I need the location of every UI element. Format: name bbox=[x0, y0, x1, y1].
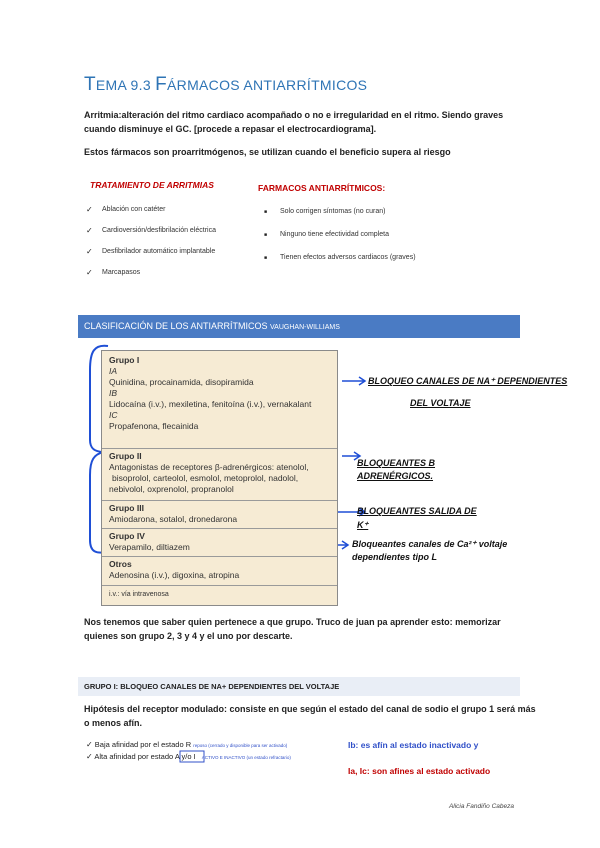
hypothesis-line-1: Hipótesis del receptor modulado: consiste en que según el estado del canal de sodio el grupo 1 será más bbox=[84, 704, 536, 714]
group-2-line: nebivolol, oxprenolol, propranolol bbox=[109, 484, 234, 494]
author-footer: Alicia Fandiño Cabeza bbox=[448, 803, 514, 810]
memo-line-1: Nos tenemos que saber quien pertenece a que grupo. Truco de juan pa aprender esto: memorizar bbox=[84, 617, 501, 627]
ic-drugs: Propafenona, flecainida bbox=[109, 421, 199, 431]
otros-row bbox=[102, 559, 337, 586]
subgroup-ic: IC bbox=[109, 410, 118, 420]
annotation-group-2: BLOQUEANTES B bbox=[357, 458, 436, 468]
group-1-row bbox=[102, 355, 337, 449]
annotation-group-1: BLOQUEO CANALES DE NA⁺ DEPENDIENTES bbox=[368, 376, 568, 386]
list-item: ✓ Cardioversión/desfibrilación eléctrica bbox=[86, 226, 216, 247]
otros-line: Adenosina (i.v.), digoxina, atropina bbox=[109, 570, 240, 580]
ib-drugs: Lidocaína (i.v.), mexiletina, fenitoína (i.v.), vernakalant bbox=[109, 399, 312, 409]
group-2-title: Grupo II bbox=[109, 451, 142, 461]
intro-line-3: Estos fármacos son proarritmógenos, se utilizan cuando el beneficio supera al riesgo bbox=[84, 147, 451, 157]
annotation-group-2-cont: ADRENÉRGICOS. bbox=[357, 471, 434, 481]
affinity-low: ✓ Baja afinidad por el estado R reposo (cerrado y disponible para ser activado) bbox=[86, 740, 288, 749]
list-item: ✓ Desfibrilador automático implantable bbox=[86, 247, 216, 268]
group-1-heading: GRUPO I: BLOQUEO CANALES DE NA+ DEPENDIENTES DEL VOLTAJE bbox=[78, 677, 520, 696]
treatment-heading: TRATAMIENTO DE ARRITMIAS bbox=[90, 180, 214, 190]
ia-drugs: Quinidina, procainamida, disopiramida bbox=[109, 377, 254, 387]
annotation-group-4: Bloqueantes canales de Ca²⁺ voltaje bbox=[352, 539, 508, 549]
group-2-row bbox=[102, 451, 337, 501]
annotation-group-3: BLOQUEANTES SALIDA DE bbox=[357, 506, 477, 516]
classification-table bbox=[101, 350, 338, 606]
group-2-line: bisoprolol, carteolol, esmolol, metoprolol, nadolol, bbox=[112, 473, 299, 483]
group-4-title: Grupo IV bbox=[109, 531, 145, 541]
group-4-line: Verapamilo, diltiazem bbox=[109, 542, 190, 552]
subgroup-ia: IA bbox=[109, 366, 118, 376]
list-item: ■ Solo corrigen síntomas (no curan) bbox=[264, 207, 416, 230]
subgroup-ib: IB bbox=[109, 388, 118, 398]
affinity-high: ✓ Alta afinidad por estado A y/o I ACTIVO E INACTIVO (un estado refractario) bbox=[86, 752, 291, 761]
group-3-row bbox=[102, 503, 337, 529]
annotation-group-4-cont: dependientes tipo L bbox=[352, 552, 438, 562]
list-item: ✓ Ablación con catéter bbox=[86, 205, 216, 226]
hypothesis-line-2: o menos afín. bbox=[84, 718, 143, 728]
intro-line-1: Arritmia:alteración del ritmo cardiaco acompañado o no e irregularidad en el ritmo. Siendo graves bbox=[84, 110, 504, 120]
page-title: TEMA 9.3 FÁRMACOS ANTIARRÍTMICOS bbox=[84, 74, 368, 95]
otros-title: Otros bbox=[109, 559, 132, 569]
group-4-row bbox=[102, 531, 337, 557]
list-item: ✓ Marcapasos bbox=[86, 268, 216, 289]
drugs-list bbox=[264, 207, 416, 276]
hand-drawn-box bbox=[179, 750, 207, 764]
memo-line-2: quienes son grupo 2, 3 y 4 y el uno por descarte. bbox=[84, 631, 293, 641]
annotation-group-3-cont: K⁺ bbox=[357, 520, 369, 530]
list-item: ■ Tienen efectos adversos cardiacos (graves) bbox=[264, 253, 416, 276]
group-2-line: Antagonistas de receptores β-adrenérgicos: atenolol, bbox=[109, 462, 309, 472]
drugs-heading: FARMACOS ANTIARRÍTMICOS: bbox=[258, 183, 386, 193]
side-note-ia-ic: Ia, Ic: son afines al estado activado bbox=[348, 766, 491, 776]
classification-heading: CLASIFICACIÓN DE LOS ANTIARRÍTMICOS VAUGHAN-WILLIAMS bbox=[78, 315, 520, 338]
group-3-line: Amiodarona, sotalol, dronedarona bbox=[109, 514, 238, 524]
annotation-group-1-cont: DEL VOLTAJE bbox=[410, 398, 471, 408]
group-1-title: Grupo I bbox=[109, 355, 140, 365]
treatment-list bbox=[86, 205, 216, 289]
intro-line-2: cuando disminuye el GC. [procede a repasar el electrocardiograma]. bbox=[84, 124, 377, 134]
list-item: ■ Ninguno tiene efectividad completa bbox=[264, 230, 416, 253]
side-note-ib: Ib: es afín al estado inactivado y bbox=[348, 740, 479, 750]
table-note: i.v.: vía intravenosa bbox=[109, 591, 169, 598]
group-3-title: Grupo III bbox=[109, 503, 144, 513]
